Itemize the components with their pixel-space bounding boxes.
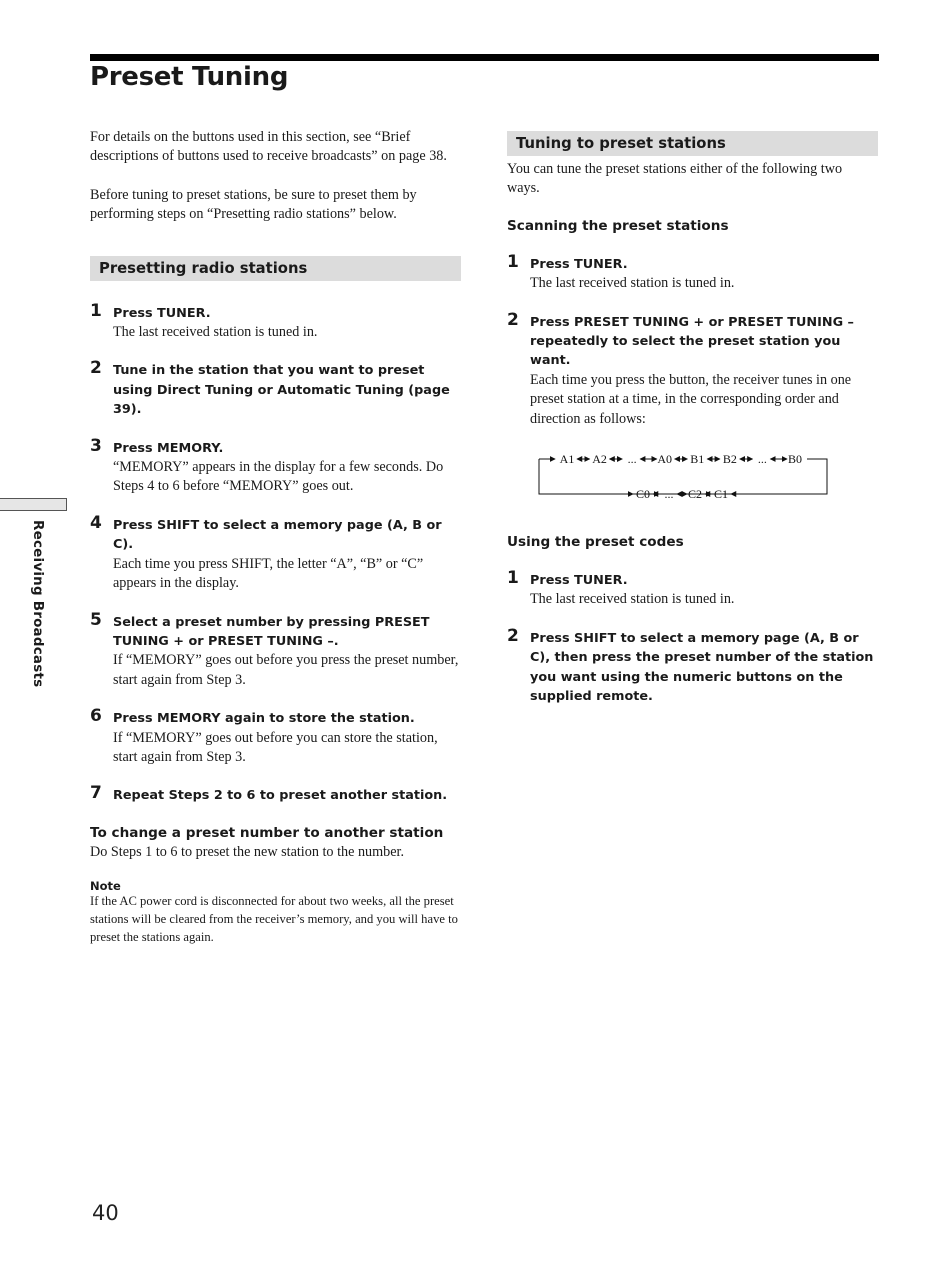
preset-step-5 <box>90 609 461 691</box>
diagram-station-label: ... <box>757 452 767 467</box>
diagram-station-label: ... <box>664 487 674 500</box>
step-heading: Press TUNER. <box>530 256 628 272</box>
left-column <box>90 128 461 947</box>
right-column <box>507 131 878 707</box>
preset-codes-heading: Using the preset codes <box>507 534 684 551</box>
step-heading: Press SHIFT to select a memory page (A, B or C), then press the preset number of the station you want using the numeric buttons on the supplied remote. <box>530 630 874 705</box>
diagram-station-label: B2 <box>722 452 737 467</box>
step-number: 1 <box>507 568 519 589</box>
step-number: 3 <box>90 435 102 456</box>
step-number: 4 <box>90 512 102 533</box>
step-number: 5 <box>90 609 102 630</box>
step-number: 2 <box>507 309 519 330</box>
step-number: 1 <box>90 300 102 321</box>
step-heading: Press TUNER. <box>113 305 211 321</box>
side-tab-marker <box>0 498 67 511</box>
step-body: The last received station is tuned in. <box>113 324 318 341</box>
step-number: 1 <box>507 251 519 272</box>
page-number: 40 <box>92 1201 119 1225</box>
step-heading: Repeat Steps 2 to 6 to preset another station. <box>113 788 448 804</box>
diagram-station-label: A2 <box>592 452 607 467</box>
diagram-station-label: B0 <box>787 452 803 467</box>
intro-paragraph-2: Before tuning to preset stations, be sure to preset them by performing steps on “Presetting radio stations” below. <box>90 186 417 223</box>
step-heading: Select a preset number by pressing PRESET TUNING + or PRESET TUNING –. <box>113 614 430 649</box>
note-label: Note <box>90 879 121 894</box>
codes-step-2 <box>507 625 878 707</box>
step-number: 7 <box>90 783 102 804</box>
step-body: If “MEMORY” goes out before you can store the station, start again from Step 3. <box>113 729 438 765</box>
preset-step-6 <box>90 706 461 767</box>
step-heading: Press SHIFT to select a memory page (A, B or C). <box>113 517 442 553</box>
diagram-station-label: C2 <box>687 487 703 500</box>
section-heading-tuning: Tuning to preset stations <box>507 131 878 156</box>
step-body: If “MEMORY” goes out before you press the preset number, start again from Step 3. <box>113 652 459 688</box>
diagram-loop-line <box>539 459 827 494</box>
diagram-station-label: A0 <box>657 452 673 467</box>
diagram-bottom-row <box>636 487 728 499</box>
preset-step-7 <box>90 783 461 805</box>
step-heading: Press MEMORY. <box>113 440 224 456</box>
intro-paragraph-1: For details on the buttons used in this section, see “Brief descriptions of buttons used to receive broadcasts” on page 38. <box>90 129 447 165</box>
section-heading-presetting: Presetting radio stations <box>90 256 461 281</box>
step-body: Each time you press the button, the receiver tunes in one preset station at a time, in the corresponding order and direction as follows: <box>530 371 852 427</box>
step-heading: Press PRESET TUNING + or PRESET TUNING – repeatedly to select the preset station you want. <box>530 314 854 369</box>
diagram-station-label: C0 <box>635 487 651 500</box>
diagram-top-row <box>560 452 802 466</box>
scan-step-2 <box>507 309 878 429</box>
step-heading: Press TUNER. <box>530 573 628 589</box>
step-body: Each time you press SHIFT, the letter “A”, “B” or “C” appears in the display. <box>113 555 424 592</box>
step-body: “MEMORY” appears in the display for a few seconds. Do Steps 4 to 6 before “MEMORY” goes out. <box>113 459 444 495</box>
codes-step-1 <box>507 568 878 610</box>
tuning-intro: You can tune the preset stations either of the following two ways. <box>507 161 843 197</box>
scanning-heading: Scanning the preset stations <box>507 217 729 234</box>
step-heading: Tune in the station that you want to preset using Direct Tuning or Automatic Tuning (page 39). <box>113 363 450 418</box>
step-number: 6 <box>90 706 102 727</box>
step-body: The last received station is tuned in. <box>530 275 735 292</box>
change-preset-text: Do Steps 1 to 6 to preset the new station to the number. <box>90 843 405 860</box>
preset-order-diagram <box>537 449 829 499</box>
scan-step-1 <box>507 251 878 294</box>
side-tab-label: Receiving Broadcasts <box>30 520 46 688</box>
title-rule <box>90 54 879 61</box>
preset-step-2 <box>90 358 461 419</box>
change-preset-heading: To change a preset number to another station <box>90 824 444 841</box>
preset-step-3 <box>90 435 461 497</box>
preset-step-1 <box>90 300 461 343</box>
step-body: The last received station is tuned in. <box>530 591 735 608</box>
diagram-station-label: C1 <box>713 487 729 500</box>
page-title: Preset Tuning <box>90 62 289 92</box>
diagram-station-label: ... <box>627 452 637 467</box>
diagram-station-label: A1 <box>559 452 575 467</box>
diagram-station-label: B1 <box>690 452 705 467</box>
step-number: 2 <box>507 625 519 646</box>
preset-step-4 <box>90 512 461 594</box>
note-text: If the AC power cord is disconnected for about two weeks, all the preset stations will be cleared from the receiver’s memory, and you will have to preset the stations again. <box>90 894 458 944</box>
step-number: 2 <box>90 358 102 379</box>
step-heading: Press MEMORY again to store the station. <box>113 711 415 727</box>
